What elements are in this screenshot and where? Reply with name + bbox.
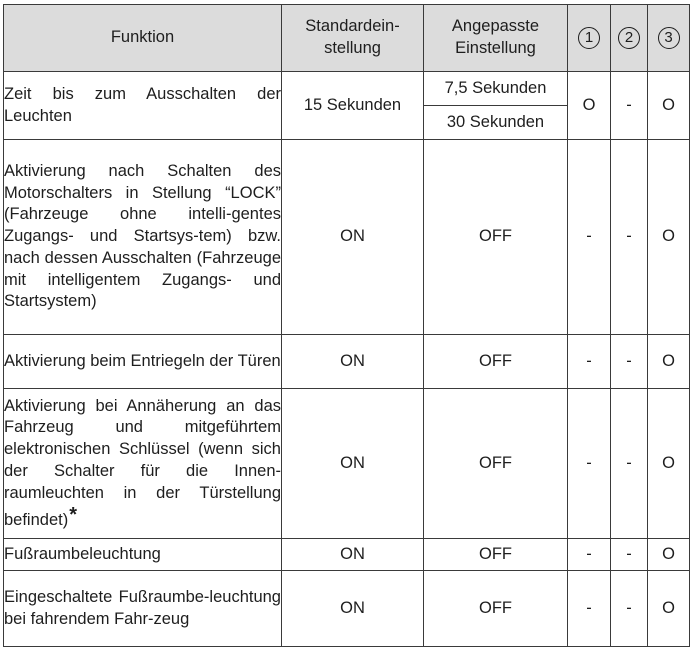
row-col-3: O xyxy=(648,571,690,647)
row-col-1: - xyxy=(568,571,611,647)
row-custom-value: OFF xyxy=(424,335,568,389)
header-row xyxy=(4,5,690,72)
row-standard-value: ON xyxy=(282,539,424,571)
row-standard-value: ON xyxy=(282,140,424,335)
row-col-3: O xyxy=(648,335,690,389)
row-col-3: O xyxy=(648,389,690,539)
row-custom-value: 30 Sekunden xyxy=(424,106,568,140)
table-row xyxy=(4,72,690,106)
circled-number-3: 3 xyxy=(658,27,680,49)
header-col-2 xyxy=(611,5,648,72)
row-col-2: - xyxy=(611,389,648,539)
row-custom-value: OFF xyxy=(424,571,568,647)
row-col-1: - xyxy=(568,335,611,389)
row-col-2: - xyxy=(611,72,648,140)
row-function-text: Aktivierung bei Annäherung an das Fahrzeug und mitgeführtem elektronischen Schlüssel (wenn sich der Schalter für die Innen-raumleuchten in der Türstellung befindet) xyxy=(4,396,281,529)
row-standard-value: ON xyxy=(282,335,424,389)
settings-table xyxy=(3,4,690,647)
row-col-3: O xyxy=(648,72,690,140)
header-standard-label: Standardein- stellung xyxy=(305,17,400,57)
table-row xyxy=(4,389,690,539)
row-function-text: Fußraumbeleuchtung xyxy=(4,539,282,571)
header-col-1 xyxy=(568,5,611,72)
table-row xyxy=(4,140,690,335)
row-function-text: Zeit bis zum Ausschalten der Leuchten xyxy=(4,72,282,140)
circled-number-1: 1 xyxy=(578,27,600,49)
header-standard xyxy=(282,5,424,72)
header-angepasst-label: Angepasste Einstellung xyxy=(451,17,540,57)
row-col-2: - xyxy=(611,140,648,335)
header-angepasst xyxy=(424,5,568,72)
table-row xyxy=(4,335,690,389)
header-col-3 xyxy=(648,5,690,72)
circled-number-2: 2 xyxy=(618,27,640,49)
row-col-1: - xyxy=(568,389,611,539)
row-custom-value: 7,5 Sekunden xyxy=(424,72,568,106)
row-function-text: Aktivierung nach Schalten des Motorschalters in Stellung “LOCK” (Fahrzeuge ohne intelli-gentes Zugangs- und Startsys-tem) bzw. nach dessen Ausschalten (Fahrzeuge mit intelligentem Zugangs- und Startsystem) xyxy=(4,140,282,335)
row-col-2: - xyxy=(611,539,648,571)
row-standard-value: ON xyxy=(282,571,424,647)
row-function-text: Eingeschaltete Fußraumbe-leuchtung bei fahrendem Fahr-zeug xyxy=(4,571,282,647)
row-custom-value: OFF xyxy=(424,389,568,539)
row-col-2: - xyxy=(611,335,648,389)
row-col-1: - xyxy=(568,140,611,335)
row-custom-value: OFF xyxy=(424,539,568,571)
table-row xyxy=(4,539,690,571)
row-col-3: O xyxy=(648,539,690,571)
row-col-1: O xyxy=(568,72,611,140)
row-standard-value: ON xyxy=(282,389,424,539)
table-row xyxy=(4,571,690,647)
row-col-1: - xyxy=(568,539,611,571)
footnote-marker: * xyxy=(69,503,78,526)
row-col-3: O xyxy=(648,140,690,335)
header-funktion: Funktion xyxy=(4,5,282,72)
row-function-cell xyxy=(4,389,282,539)
row-col-2: - xyxy=(611,571,648,647)
row-custom-value: OFF xyxy=(424,140,568,335)
row-function-text: Aktivierung beim Entriegeln der Türen xyxy=(4,335,282,389)
row-standard-value: 15 Sekunden xyxy=(282,72,424,140)
